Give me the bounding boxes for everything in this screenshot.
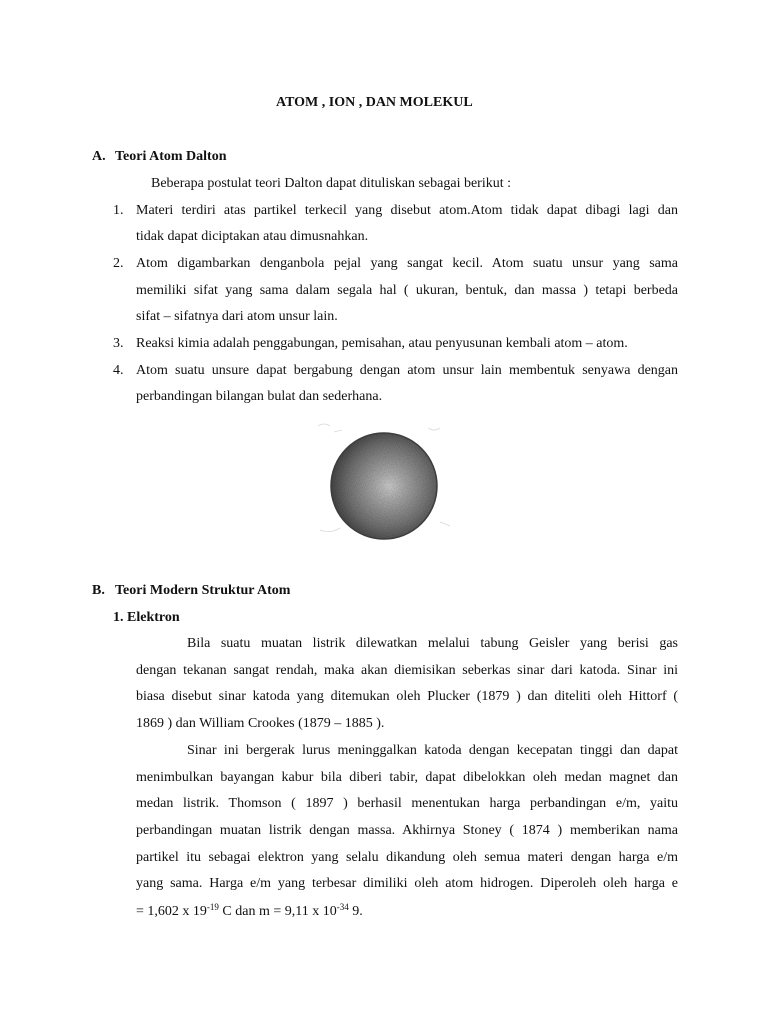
paragraph-line: yang sama. Harga e/m yang terbesar dimiliki oleh atom hidrogen. Diperoleh oleh harga e	[136, 876, 678, 891]
formula-part: 9.	[348, 904, 363, 919]
list-number: 2.	[113, 256, 124, 271]
list-item-line: Atom suatu unsure dapat bergabung dengan atom unsur lain membentuk senyawa dengan	[136, 363, 678, 378]
formula-part: C dan m = 9,11 x 10	[218, 904, 337, 919]
list-number: 1.	[113, 203, 124, 218]
list-item-line: sifat – sifatnya dari atom unsur lain.	[136, 309, 338, 324]
page-title: ATOM , ION , DAN MOLEKUL	[276, 95, 473, 110]
list-number: 4.	[113, 363, 124, 378]
paragraph-line: menimbulkan bayangan kabur bila diberi tabir, dapat dibelokkan oleh medan magnet dan	[136, 770, 678, 785]
dalton-atom-sphere-figure	[312, 418, 462, 548]
list-number: 3.	[113, 336, 124, 351]
sphere-image	[312, 418, 462, 548]
list-item-line: Reaksi kimia adalah penggabungan, pemisahan, atau penyusunan kembali atom – atom.	[136, 336, 628, 351]
section-b-letter: B.	[92, 583, 105, 598]
formula-line	[136, 903, 363, 921]
section-a-intro: Beberapa postulat teori Dalton dapat dituliskan sebagai berikut :	[151, 176, 512, 191]
list-item-line: memiliki sifat yang sama dalam segala hal ( ukuran, bentuk, dan massa ) tetapi berbeda	[136, 283, 678, 298]
list-item-line: tidak dapat diciptakan atau dimusnahkan.	[136, 229, 369, 244]
paragraph-line: perbandingan muatan listrik dengan massa. Akhirnya Stoney ( 1874 ) memberikan nama	[136, 823, 678, 838]
list-item-line: perbandingan bilangan bulat dan sederhana.	[136, 389, 383, 404]
paragraph-line: dengan tekanan sangat rendah, maka akan diemisikan seberkas sinar dari katoda. Sinar ini	[136, 663, 678, 678]
subheading-elektron: 1. Elektron	[113, 610, 180, 625]
paragraph-line: medan listrik. Thomson ( 1897 ) berhasil menentukan harga perbandingan e/m, yaitu	[136, 796, 678, 811]
formula-part: = 1,602 x 19	[136, 904, 207, 919]
exponent: -34	[336, 902, 349, 912]
paragraph-line: partikel itu sebagai elektron yang selalu dikandung oleh semua materi dengan harga e/m	[136, 850, 678, 865]
section-b-heading: Teori Modern Struktur Atom	[115, 583, 291, 598]
paragraph-line: Sinar ini bergerak lurus meninggalkan katoda dengan kecepatan tinggi dan dapat	[187, 743, 678, 758]
paragraph-line: Bila suatu muatan listrik dilewatkan melalui tabung Geisler yang berisi gas	[187, 636, 678, 651]
list-item-line: Materi terdiri atas partikel terkecil yang disebut atom.Atom tidak dapat dibagi lagi dan	[136, 203, 678, 218]
list-item-line: Atom digambarkan denganbola pejal yang sangat kecil. Atom suatu unsur yang sama	[136, 256, 678, 271]
section-a-heading: Teori Atom Dalton	[115, 149, 227, 164]
exponent: -19	[206, 902, 219, 912]
paragraph-line: biasa disebut sinar katoda yang ditemukan oleh Plucker (1879 ) dan diteliti oleh Hittorf (	[136, 689, 678, 704]
paragraph-line: 1869 ) dan William Crookes (1879 – 1885 ).	[136, 716, 385, 731]
section-a-letter: A.	[92, 149, 106, 164]
